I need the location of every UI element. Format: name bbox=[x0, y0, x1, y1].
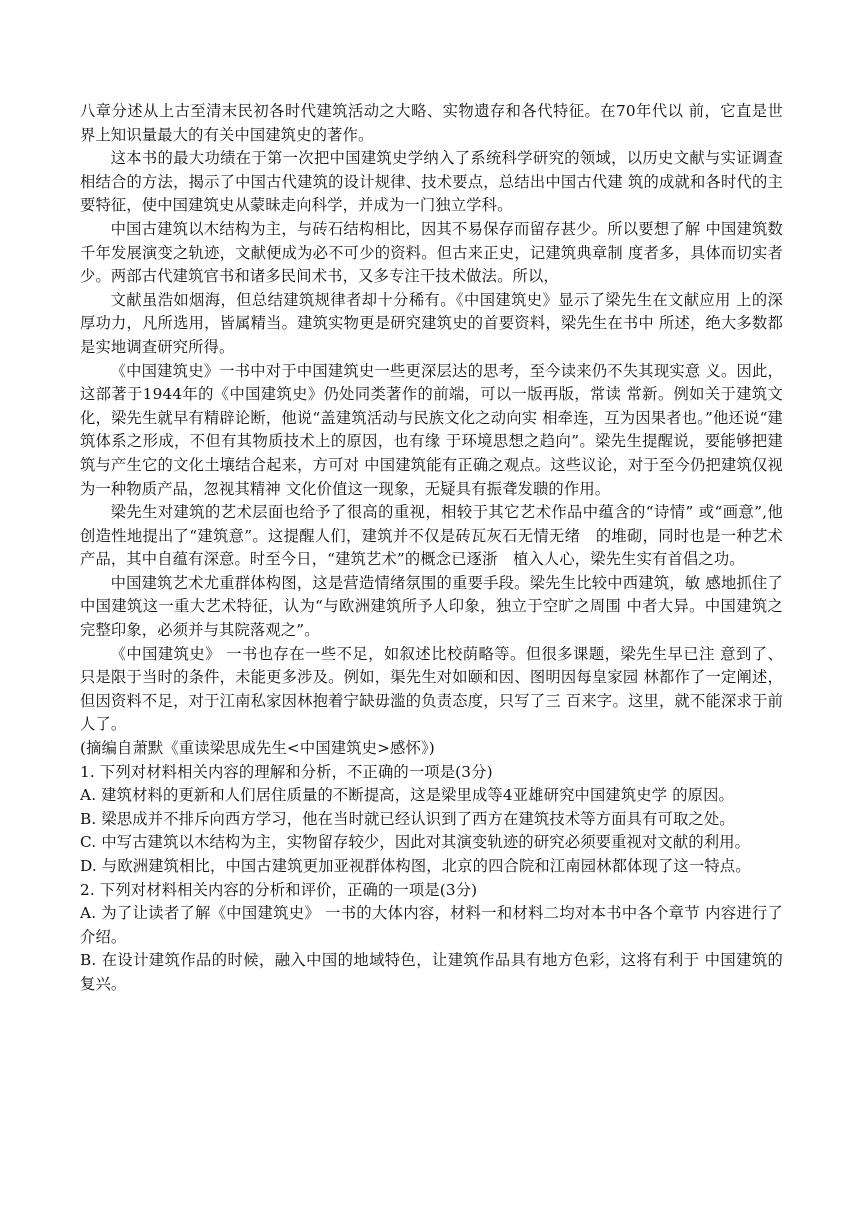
option-c: C. 中写古建筑以木结构为主，实物留存较少，因此对其演变轨迹的研究必须要重视对文献的利用。 bbox=[80, 833, 751, 852]
option-a: A. 为了让读者了解《中国建筑史》 一书的大体内容，材料一和材料二均对本书中各个章节 内容进行了介绍。 bbox=[80, 904, 783, 946]
question-2 bbox=[80, 879, 783, 997]
passage-paragraph-7: 中国建筑艺术尤重群体构图，这是营造情绪氛围的重要手段。梁先生比较中西建筑，敏 感地抓住了中国建筑这一重大艺术特征，认为“与欧洲建筑所予人印象，独立于空旷之周围 中者大异。中国建筑之完整印象，必须并与其院落观之”。 bbox=[80, 573, 783, 640]
passage-paragraph-2: 这本书的最大功绩在于第一次把中国建筑史学纳入了系统科学研究的领域，以历史文献与实证调查相结合的方法，揭示了中国古代建筑的设计规律、技术要点，总结出中国古代建 筑的成就和各时代的主要特征，使中国建筑史从蒙昧走向科学，并成为一门独立学科。 bbox=[80, 149, 783, 215]
question-1 bbox=[80, 761, 783, 879]
option-d: D. 与欧洲建筑相比，中国古建筑更加亚视群体构图，北京的四合院和江南园林都体现了这一特点。 bbox=[80, 857, 751, 875]
option-a: A. 建筑材料的更新和人们居住质量的不断提高，这是梁里成等4亚雄研究中国建筑史学 的原因。 bbox=[80, 786, 734, 805]
option-b: B. 梁思成并不排斥向西方学习，他在当时就已经认识到了西方在建筑技术等方面具有可取之处。 bbox=[80, 809, 735, 828]
passage-paragraph-1: 八章分述从上古至清末民初各时代建筑活动之大略、实物遗存和各代特征。在70年代以 前，它直是世界上知识量最大的有关中国建筑史的著作。 bbox=[80, 102, 783, 144]
passage bbox=[80, 100, 783, 737]
question-stem: 2. 下列对材料相关内容的分析和评价，正确的一项是(3分) bbox=[80, 880, 478, 899]
source-note: (摘编自萧默《重读梁思成先生<中国建筑史>感怀》) bbox=[80, 739, 435, 758]
passage-paragraph-6: 梁先生对建筑的艺术层面也给予了很高的重视，相较于其它艺术作品中蕴含的“诗情” 或“画意”,他创造性地提出了“建筑意”。这提醒人们，建筑并不仅是砖瓦灰石无情无绪 的堆砌，同时也是一种艺术产品，其中自蕴有深意。时至今日，“建筑艺术”的概念已逐浙 植入人心，梁先生实有首倡之功。 bbox=[80, 503, 783, 569]
passage-paragraph-4: 文献虽浩如烟海，但总结建筑规律者却十分稀有。《中国建筑史》显示了梁先生在文献应用 上的深厚功力，凡所选用，皆属精当。建筑实物更是研究建筑史的首要资料，梁先生在书中 所述，绝大多数都是实地调查研究所得。 bbox=[80, 290, 783, 356]
option-b: B. 在设计建筑作品的时候，融入中国的地域特色，让建筑作品具有地方色彩，这将有利于 中国建筑的复兴。 bbox=[80, 951, 783, 993]
document-page bbox=[80, 100, 783, 997]
passage-paragraph-5: 《中国建筑史》一书中对于中国建筑史一些更深层达的思考，至今读来仍不失其现实意 义。因此，这部著于1944年的《中国建筑史》仍处同类著作的前端，可以一版再版，常读 常新。例如关于建筑文化，梁先生就早有精辟论断，他说“盖建筑活动与民族文化之动向实 相牵连，互为因果者也。”他还说“建筑体系之形成，不但有其物质技术上的原因，也有缘 于环境思想之趋向”。梁先生提醒说，要能够把建筑与产生它的文化土壤结合起来，方可对 中国建筑能有正确之观点。这些议论，对于至今仍把建筑仅视为一种物质产品，忽视其精神 文化价值这一现象，无疑具有振聋发聩的作用。 bbox=[80, 361, 783, 498]
passage-paragraph-8: 《中国建筑史》 一书也存在一些不足，如叙述比校荫略等。但很多课题，梁先生早已注 意到了、只是限于当时的条件，未能更多涉及。例如，渠先生对如颐和因、图明因每皇家园 林都作了一定阐述，但因资料不足，对于江南私家因林抱着宁缺毋滥的负责态度，只写了三 百来字。这里，就不能深求于前人了。 bbox=[80, 644, 783, 734]
question-stem: 1. 下列对材料相关内容的理解和分析，不正确的一项是(3分) bbox=[80, 762, 493, 781]
passage-paragraph-3: 中国古建筑以木结构为主，与砖石结构相比，因其不易保存而留存甚少。所以要想了解 中国建筑数千年发展演变之轨迹，文献便成为必不可少的资料。但古来正史，记建筑典章制 度者多，具体而切实者少。两部古代建筑官书和诸多民间术书，又多专注干技术做法。所以， bbox=[80, 219, 783, 286]
